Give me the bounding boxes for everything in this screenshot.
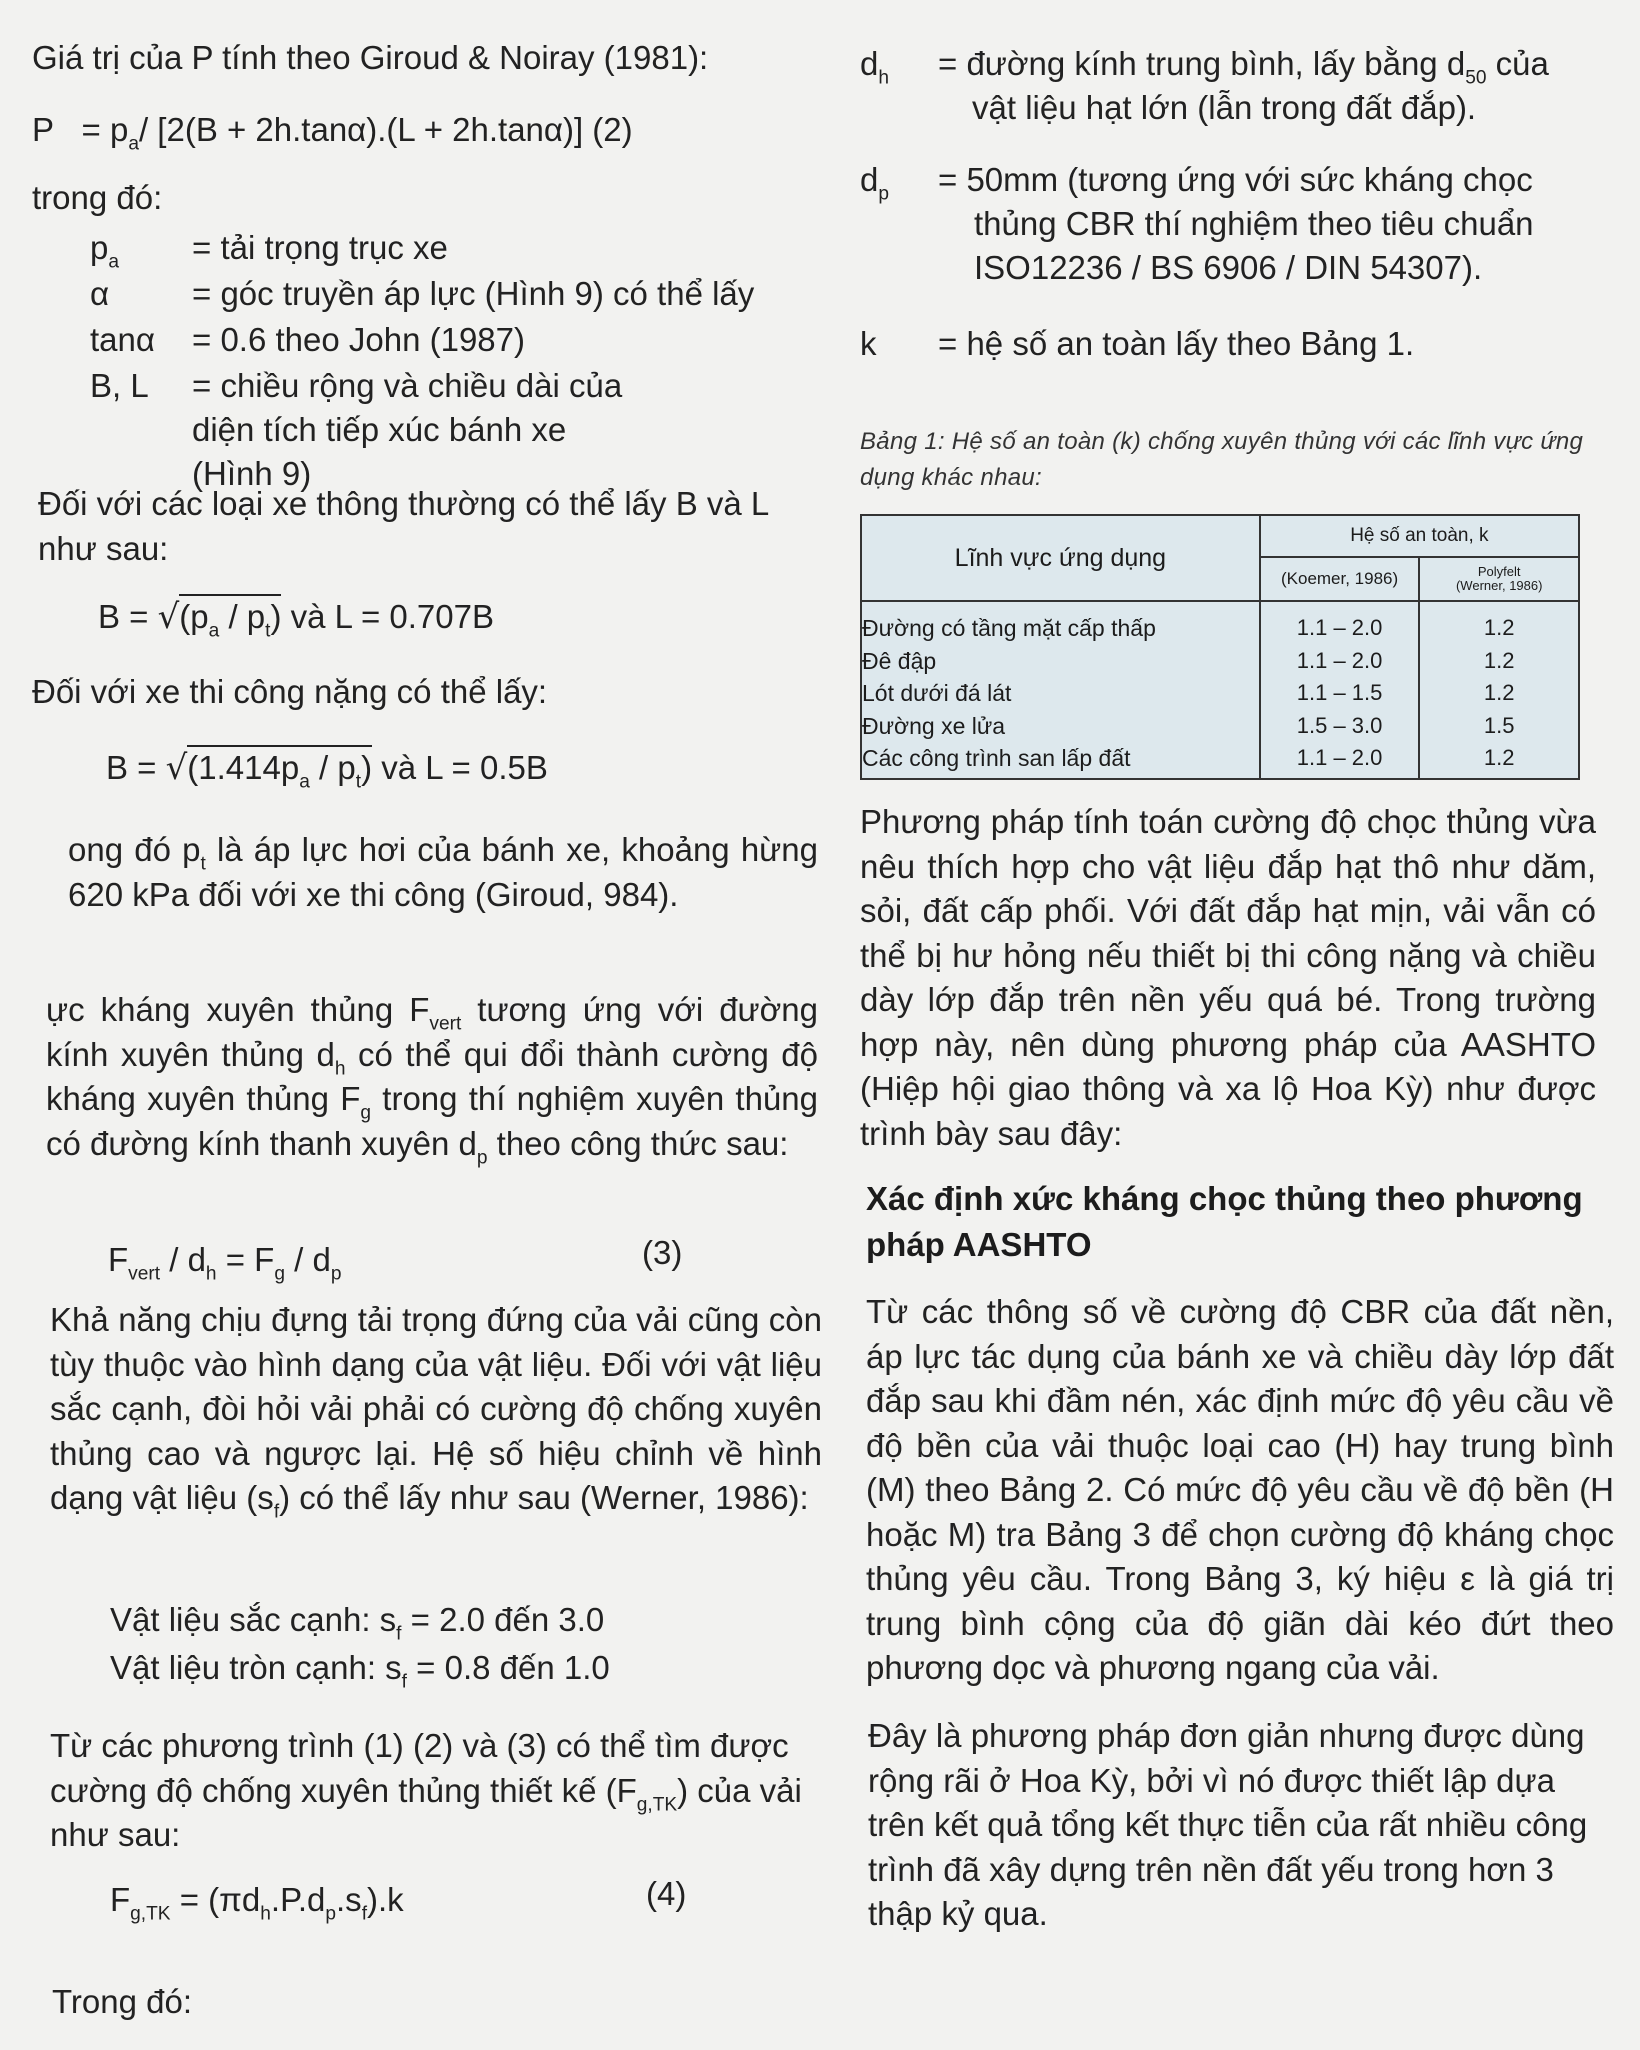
para-design-strength: Từ các phương trình (1) (2) và (3) có thể tìm được cường độ chống xuyên thủng thiết kế $(F_{g,TK})$ của vải như sau: bbox=[50, 1727, 802, 1853]
def-text: = 0.6 theo John (1987) bbox=[192, 321, 525, 358]
def-symbol: tanα bbox=[90, 321, 155, 358]
para-simple-method: Đây là phương pháp đơn giản nhưng được dùng rộng rãi ở Hoa Kỳ, bởi vì nó được thiết lập dựa trên kết quả tổng kết thực tiễn của rất nhiều công trình đã xây dựng trên nền đất yếu trong hơn 3 thập kỷ qua. bbox=[868, 1717, 1588, 1932]
equation-normal: $B = √(p_a / p_t)$ và L = 0.707B bbox=[98, 597, 494, 637]
table-header-k: Hệ số an toàn, k bbox=[1260, 515, 1579, 557]
def-text: = chiều rộng và chiều dài của diện tích tiếp xúc bánh xe (Hình 9) bbox=[192, 367, 623, 492]
def-dp-line2: thủng CBR thí nghiệm theo tiêu chuẩn bbox=[974, 205, 1534, 242]
table-column-koemer bbox=[1260, 601, 1420, 779]
def-symbol-dh: $d_h$ bbox=[860, 45, 889, 89]
trong-do-label: trong đó: bbox=[32, 179, 163, 216]
formula-2: P = $p_a/$ [2(B + 2h.tanα).(L + 2h.tanα)] (2) bbox=[32, 111, 633, 155]
para-aashto: Từ các thông số về cường độ CBR của đất nền, áp lực tác dụng của bánh xe và chiều dày lớp đất đắp sau khi đầm nén, xác định mức độ yêu cầu về độ bền của vải thuộc loại cao (H) hay trung bình (M) theo Bảng 2. Có mức độ yêu cầu về độ bền (H hoặc M) tra Bảng 3 để chọn cường độ kháng chọc thủng yêu cầu. Trong Bảng 3, ký hiệu ε là giá trị trung bình cộng của độ giãn dài kéo đứt theo phương dọc và phương ngang của vải. bbox=[866, 1293, 1614, 1686]
equation-3: $F_{vert} / d_h = F_g / d_p$ bbox=[108, 1241, 342, 1285]
table-cell: 1.2 bbox=[1483, 680, 1515, 705]
def-symbol-k: k bbox=[860, 325, 877, 362]
table-header-polyfelt: Polyfelt (Werner, 1986) bbox=[1419, 557, 1579, 601]
def-symbol-dp: $d_p$ bbox=[860, 161, 889, 205]
sharp-material: Vật liệu sắc cạnh: $s_f = 2.0$ đến 3.0 bbox=[110, 1601, 605, 1645]
round-material: Vật liệu tròn cạnh: $s_f = 0.8$ đến 1.0 bbox=[110, 1649, 610, 1693]
def-symbol: B, L bbox=[90, 367, 149, 404]
equation-3-number: (3) bbox=[642, 1234, 683, 1271]
section-heading-aashto: Xác định xức kháng chọc thủng theo phương pháp AASHTO bbox=[866, 1180, 1583, 1263]
table-cell: 1.2 bbox=[1483, 745, 1515, 770]
para-shape-factor: Khả năng chịu đựng tải trọng đứng của vải cũng còn tùy thuộc vào hình dạng của vật liệu. Đối với vật liệu sắc cạnh, đòi hỏi vải phải có cường độ chống xuyên thủng cao và ngược lại. Hệ số hiệu chỉnh về hình dạng vật liệu $(s_f)$ có thể lấy như sau (Werner, 1986): bbox=[50, 1301, 822, 1523]
table-cell: 1.1 – 1.5 bbox=[1296, 680, 1383, 705]
table-cell: 1.2 bbox=[1483, 615, 1515, 640]
def-dh-line1: = đường kính trung bình, lấy bằng $d_{50}$ của bbox=[938, 45, 1549, 89]
table-header-koemer: (Koemer, 1986) bbox=[1260, 557, 1420, 601]
table-column-polyfelt bbox=[1419, 601, 1579, 779]
table-cell: Đê đập bbox=[862, 647, 937, 674]
equation-4: $F_{g,TK} = (\pi d_h.P.d_p.s_f).k$ bbox=[110, 1881, 404, 1925]
table-caption: Bảng 1: Hệ số an toàn (k) chống xuyên thủng với các lĩnh vực ứng dụng khác nhau: bbox=[860, 428, 1584, 491]
def-dp-line1: = 50mm (tương ứng với sức kháng chọc bbox=[938, 161, 1533, 198]
table-cell: Lót dưới đá lát bbox=[862, 680, 1012, 706]
table-cell: 1.5 – 3.0 bbox=[1296, 712, 1383, 738]
table-cell: 1.1 – 2.0 bbox=[1296, 745, 1383, 770]
def-text: = góc truyền áp lực (Hình 9) có thể lấy bbox=[192, 275, 755, 312]
safety-factor-table bbox=[860, 514, 1580, 780]
def-symbol: α bbox=[90, 275, 110, 312]
table-header-field: Lĩnh vực ứng dụng bbox=[861, 515, 1260, 601]
para-fvert: ực kháng xuyên thủng $F_{vert}$ tương ứng với đường kính xuyên thủng $d_h$ có thể qui đổi thành cường độ kháng xuyên thủng $F_g$ trong thí nghiệm xuyên thủng có đường kính thanh xuyên $d_p$ theo công thức sau: bbox=[46, 991, 819, 1169]
intro-text: Giá trị của P tính theo Giroud & Noiray (1981): bbox=[32, 39, 709, 76]
para-heavy-vehicles: Đối với xe thi công nặng có thể lấy: bbox=[32, 673, 548, 710]
para-tire-pressure: ong đó $p_t$ là áp lực hơi của bánh xe, khoảng hừng 620 kPa đối với xe thi công (Giroud, 984). bbox=[68, 831, 818, 913]
table-cell: Các công trình san lấp đất bbox=[862, 745, 1131, 771]
def-dp-line3: ISO12236 / BS 6906 / DIN 54307). bbox=[974, 249, 1483, 286]
para-method: Phương pháp tính toán cường độ chọc thủng vừa nêu thích hợp cho vật liệu đắp hạt thô như dăm, sỏi, đất cấp phối. Với đất đắp hạt mịn, vải vẫn có thể bị hư hỏng nếu thiết bị thi công nặng và chiều dày lớp đắp trên nền yếu quá bé. Trong trường hợp này, nên dùng phương pháp của AASHTO (Hiệp hội giao thông và xa lộ Hoa Kỳ) như được trình bày sau đây: bbox=[860, 803, 1596, 1152]
table-cell: 1.5 bbox=[1483, 712, 1515, 738]
table-cell: Đường có tầng mặt cấp thấp bbox=[862, 615, 1156, 641]
def-dh-line2: vật liệu hạt lớn (lẫn trong đất đắp). bbox=[972, 89, 1477, 126]
trong-do-label-2: Trong đó: bbox=[52, 1983, 193, 2020]
equation-4-number: (4) bbox=[646, 1875, 687, 1912]
table-cell: 1.1 – 2.0 bbox=[1296, 615, 1383, 640]
para-normal-vehicles: Đối với các loại xe thông thường có thể lấy B và L như sau: bbox=[38, 485, 769, 567]
table-cell: 1.1 – 2.0 bbox=[1296, 647, 1383, 673]
def-text: = tải trọng trục xe bbox=[192, 229, 448, 266]
def-symbol: $p_a$ bbox=[90, 229, 119, 273]
table-cell: 1.2 bbox=[1483, 647, 1515, 673]
table-column-field bbox=[861, 601, 1260, 779]
equation-heavy: $B = √(1.414p_a / p_t)$ và L = 0.5B bbox=[106, 748, 548, 788]
table-cell: Đường xe lửa bbox=[862, 712, 1006, 739]
def-k-text: = hệ số an toàn lấy theo Bảng 1. bbox=[938, 325, 1415, 362]
